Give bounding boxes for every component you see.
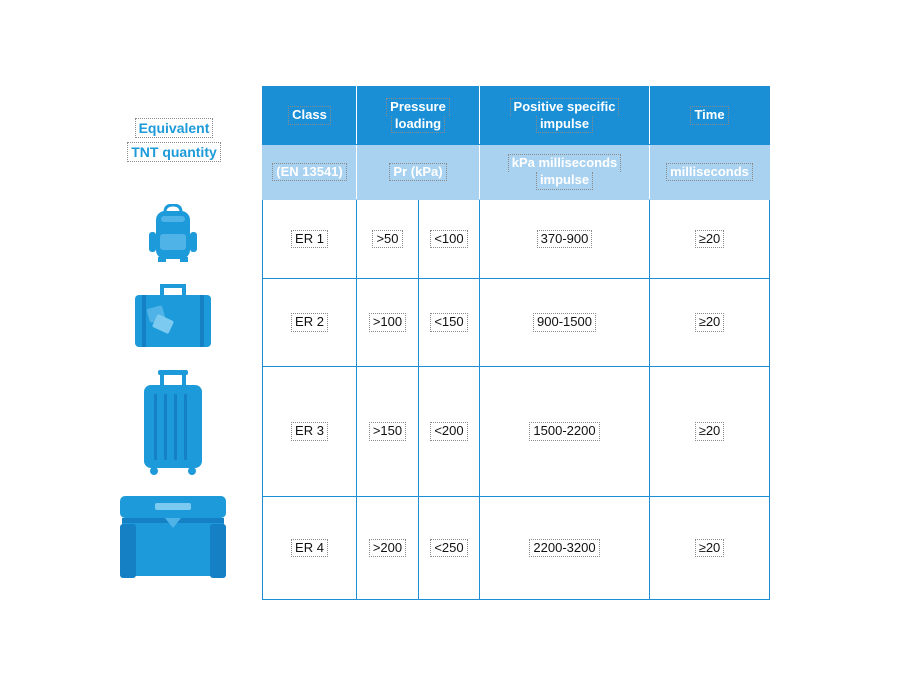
- side-label-line2: TNT quantity: [127, 142, 221, 162]
- header-impulse: Positive specific impulse: [480, 87, 650, 145]
- cell-time: ≥20: [650, 279, 770, 367]
- cell-class: ER 1: [263, 200, 357, 279]
- header-row: [263, 87, 770, 145]
- cell-pressure-max: <100: [419, 200, 480, 279]
- cell-pressure-max: <150: [419, 279, 480, 367]
- cell-pressure-min: >150: [357, 367, 419, 497]
- cell-pressure-min: >200: [357, 497, 419, 600]
- table-row: [263, 279, 770, 367]
- suitcase-icon: [134, 283, 212, 349]
- unit-impulse: kPa milliseconds impulse: [480, 145, 650, 200]
- table-row: [263, 200, 770, 279]
- header-time: Time: [650, 87, 770, 145]
- header-class: Class: [263, 87, 357, 145]
- side-label: [118, 118, 230, 162]
- explosion-resistance-table: [262, 86, 770, 600]
- cell-pressure-max: <200: [419, 367, 480, 497]
- units-row: [263, 145, 770, 200]
- cell-pressure-min: >50: [357, 200, 419, 279]
- unit-pressure: Pr (kPa): [357, 145, 480, 200]
- backpack-icon: [148, 204, 198, 262]
- trolley-icon: [142, 368, 204, 476]
- cell-impulse: 2200-3200: [480, 497, 650, 600]
- cell-class: ER 4: [263, 497, 357, 600]
- header-pressure: Pressure loading: [357, 87, 480, 145]
- cell-class: ER 2: [263, 279, 357, 367]
- cell-time: ≥20: [650, 497, 770, 600]
- cell-class: ER 3: [263, 367, 357, 497]
- cell-impulse: 1500-2200: [480, 367, 650, 497]
- cell-impulse: 370-900: [480, 200, 650, 279]
- unit-time: milliseconds: [650, 145, 770, 200]
- trunk-icon: [118, 494, 228, 579]
- table-row: [263, 497, 770, 600]
- cell-impulse: 900-1500: [480, 279, 650, 367]
- cell-pressure-max: <250: [419, 497, 480, 600]
- cell-pressure-min: >100: [357, 279, 419, 367]
- cell-time: ≥20: [650, 200, 770, 279]
- unit-class: (EN 13541): [263, 145, 357, 200]
- cell-time: ≥20: [650, 367, 770, 497]
- table-row: [263, 367, 770, 497]
- side-label-line1: Equivalent: [135, 118, 214, 138]
